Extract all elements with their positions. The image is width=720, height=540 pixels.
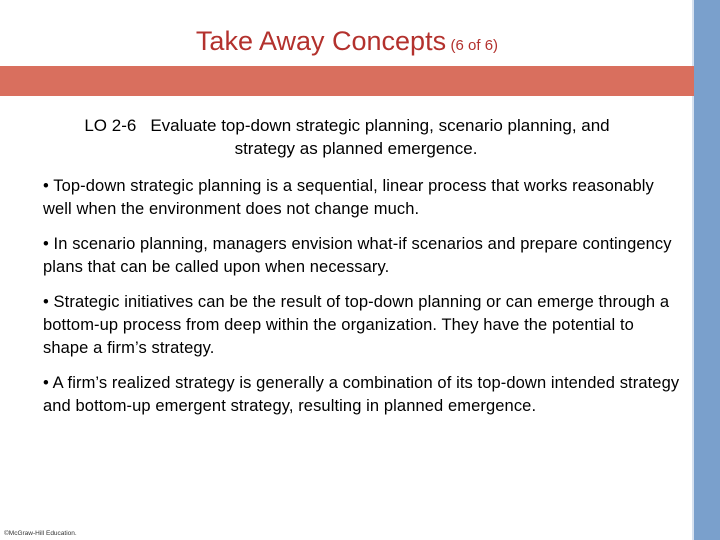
bullet-item: • In scenario planning, managers envision what-if scenarios and prepare contingency plans that can be called upon when necessary. <box>43 235 672 276</box>
sidebar-accent-bar <box>694 0 720 540</box>
copyright-footer: ©McGraw-Hill Education. <box>4 530 77 537</box>
bullet-item: • Strategic initiatives can be the result of top-down planning or can emerge through a bottom-up process from deep within the organization. They have the potential to shape a firm’s strategy. <box>43 293 670 357</box>
learning-objective-line1 <box>0 114 694 137</box>
learning-objective-text-1: Evaluate top-down strategic planning, scenario planning, and <box>150 116 610 135</box>
bullet-list <box>43 175 683 430</box>
learning-objective <box>0 114 694 160</box>
bullet-item: • Top-down strategic planning is a sequential, linear process that works reasonably well when the environment does not change much. <box>43 177 654 218</box>
bullet-item: • A firm’s realized strategy is generally a combination of its top-down intended strategy and bottom-up emergent strategy, resulting in planned emergence. <box>43 374 680 415</box>
title-band <box>0 66 694 96</box>
slide-title-main: Take Away Concepts <box>195 26 447 56</box>
slide-title-sub: (6 of 6) <box>450 37 499 54</box>
slide-title <box>0 26 694 57</box>
learning-objective-text-2: strategy as planned emergence. <box>234 139 478 158</box>
learning-objective-code: LO 2-6 <box>84 116 137 135</box>
